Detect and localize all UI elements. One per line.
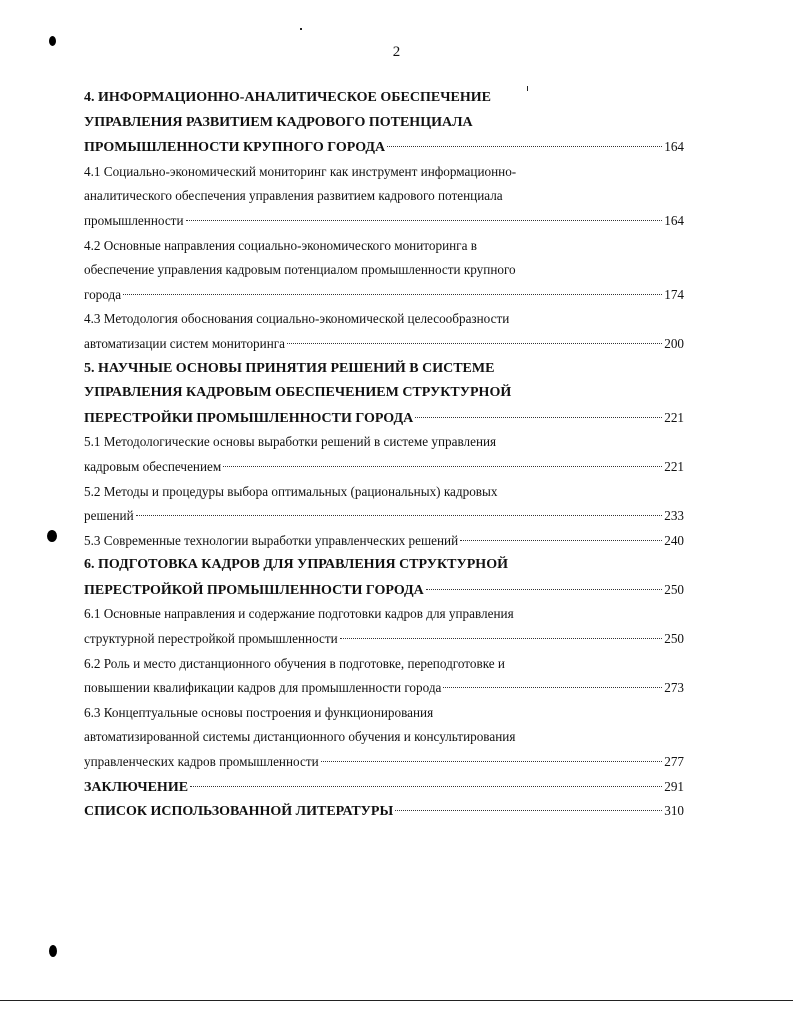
toc-entry-12[interactable] (84, 750, 684, 775)
chapter-heading-line: 5. НАУЧНЫЕ ОСНОВЫ ПРИНЯТИЯ РЕШЕНИЙ В СИСТЕМЕ (84, 360, 495, 376)
section-heading-line: 6.1 Основные направления и содержание подготовки кадров для управления (84, 606, 514, 622)
dot-leader (340, 637, 663, 639)
toc-entry-11[interactable] (84, 676, 684, 701)
toc-page-number: 277 (664, 754, 684, 770)
chapter-heading-line: УПРАВЛЕНИЯ РАЗВИТИЕМ КАДРОВОГО ПОТЕНЦИАЛА (84, 114, 473, 130)
toc-entry-13[interactable] (84, 775, 684, 800)
toc-page-number: 250 (664, 581, 684, 597)
section-heading-line: 4.2 Основные направления социально-экономического мониторинга в (84, 237, 477, 253)
toc-page-number: 221 (664, 409, 684, 425)
dot-leader (287, 342, 662, 344)
toc-entry-9[interactable] (84, 578, 684, 603)
dot-leader (223, 465, 662, 467)
dot-leader (415, 416, 662, 418)
toc-entry-14[interactable] (84, 799, 684, 824)
dot-leader (186, 219, 663, 221)
toc-page-number: 240 (664, 532, 684, 548)
section-heading-line: аналитического обеспечения управления развитием кадрового потенциала (84, 188, 503, 204)
dot-leader (395, 809, 662, 811)
toc-page-number: 200 (664, 335, 684, 351)
toc-entry-title: ЗАКЛЮЧЕНИЕ (84, 779, 189, 795)
toc-page-number: 250 (664, 631, 684, 647)
dot-leader (123, 293, 662, 295)
section-heading-line: автоматизированной системы дистанционного обучения и консультирования (84, 729, 516, 745)
chapter-heading-line: 6. ПОДГОТОВКА КАДРОВ ДЛЯ УПРАВЛЕНИЯ СТРУКТУРНОЙ (84, 557, 508, 573)
toc-entry-8[interactable] (84, 529, 684, 554)
chapter-heading-line: УПРАВЛЕНИЯ КАДРОВЫМ ОБЕСПЕЧЕНИЕМ СТРУКТУРНОЙ (84, 385, 512, 401)
toc-page-number: 291 (664, 778, 684, 794)
toc-entry-title: промышленности (84, 212, 184, 228)
footer-rule (0, 1000, 793, 1001)
toc-entry-title: ПЕРЕСТРОЙКИ ПРОМЫШЛЕННОСТИ ГОРОДА (84, 410, 414, 426)
punch-hole-mark (49, 36, 56, 46)
section-heading-line: 6.3 Концептуальные основы построения и функционирования (84, 704, 434, 720)
section-heading-line: 4.3 Методология обоснования социально-экономической целесообразности (84, 311, 510, 327)
toc-entry-6[interactable] (84, 455, 684, 480)
toc-entry-title: автоматизации систем мониторинга (84, 335, 286, 351)
toc-entry-title: 5.3 Современные технологии выработки управленческих решений (84, 532, 459, 548)
toc-entry-title: повышении квалификации кадров для промышленности города (84, 680, 442, 696)
toc-page-number: 164 (664, 139, 684, 155)
section-heading-line: 5.1 Методологические основы выработки решений в системе управления (84, 434, 497, 450)
toc-entry-title: решений (84, 508, 134, 524)
toc-page-number: 174 (664, 286, 684, 302)
toc-page-number: 164 (664, 212, 684, 228)
toc-entry-7[interactable] (84, 504, 684, 529)
section-heading-line: 6.2 Роль и место дистанционного обучения в подготовке, переподготовке и (84, 655, 505, 671)
toc-entry-1[interactable] (84, 135, 684, 160)
section-heading-line: 4.1 Социально-экономический мониторинг как инструмент информационно- (84, 163, 517, 179)
dot-leader (443, 686, 662, 688)
dot-leader (460, 539, 662, 541)
toc-entry-title: города (84, 286, 122, 302)
punch-hole-mark (47, 530, 57, 542)
toc-entry-title: структурной перестройкой промышленности (84, 631, 338, 647)
scan-speck (300, 28, 302, 30)
toc-entry-title: ПРОМЫШЛЕННОСТИ КРУПНОГО ГОРОДА (84, 140, 386, 156)
dot-leader (136, 514, 663, 516)
toc-entry-2[interactable] (84, 209, 684, 234)
toc-page-number: 233 (664, 508, 684, 524)
punch-hole-mark (49, 945, 57, 957)
toc-entry-title: управленческих кадров промышленности (84, 754, 319, 770)
toc-entry-3[interactable] (84, 283, 684, 308)
toc-entry-10[interactable] (84, 627, 684, 652)
dot-leader (321, 760, 663, 762)
table-of-contents (84, 86, 684, 824)
chapter-heading-line: 4. ИНФОРМАЦИОННО-АНАЛИТИЧЕСКОЕ ОБЕСПЕЧЕНИЕ (84, 90, 491, 105)
scan-speck (527, 86, 528, 91)
dot-leader (426, 588, 662, 590)
toc-page-number: 221 (664, 458, 684, 474)
dot-leader (387, 145, 662, 147)
section-heading-line: 5.2 Методы и процедуры выбора оптимальных (рациональных) кадровых (84, 483, 498, 499)
toc-entry-title: ПЕРЕСТРОЙКОЙ ПРОМЫШЛЕННОСТИ ГОРОДА (84, 582, 424, 598)
section-heading-line: обеспечение управления кадровым потенциалом промышленности крупного (84, 262, 516, 278)
toc-entry-title: СПИСОК ИСПОЛЬЗОВАННОЙ ЛИТЕРАТУРЫ (84, 804, 394, 820)
dot-leader (190, 785, 662, 787)
toc-entry-5[interactable] (84, 406, 684, 431)
page-number: 2 (392, 44, 401, 60)
toc-entry-title: кадровым обеспечением (84, 458, 222, 474)
toc-entry-4[interactable] (84, 332, 684, 357)
toc-page-number: 310 (664, 803, 684, 819)
toc-page-number: 273 (664, 680, 684, 696)
